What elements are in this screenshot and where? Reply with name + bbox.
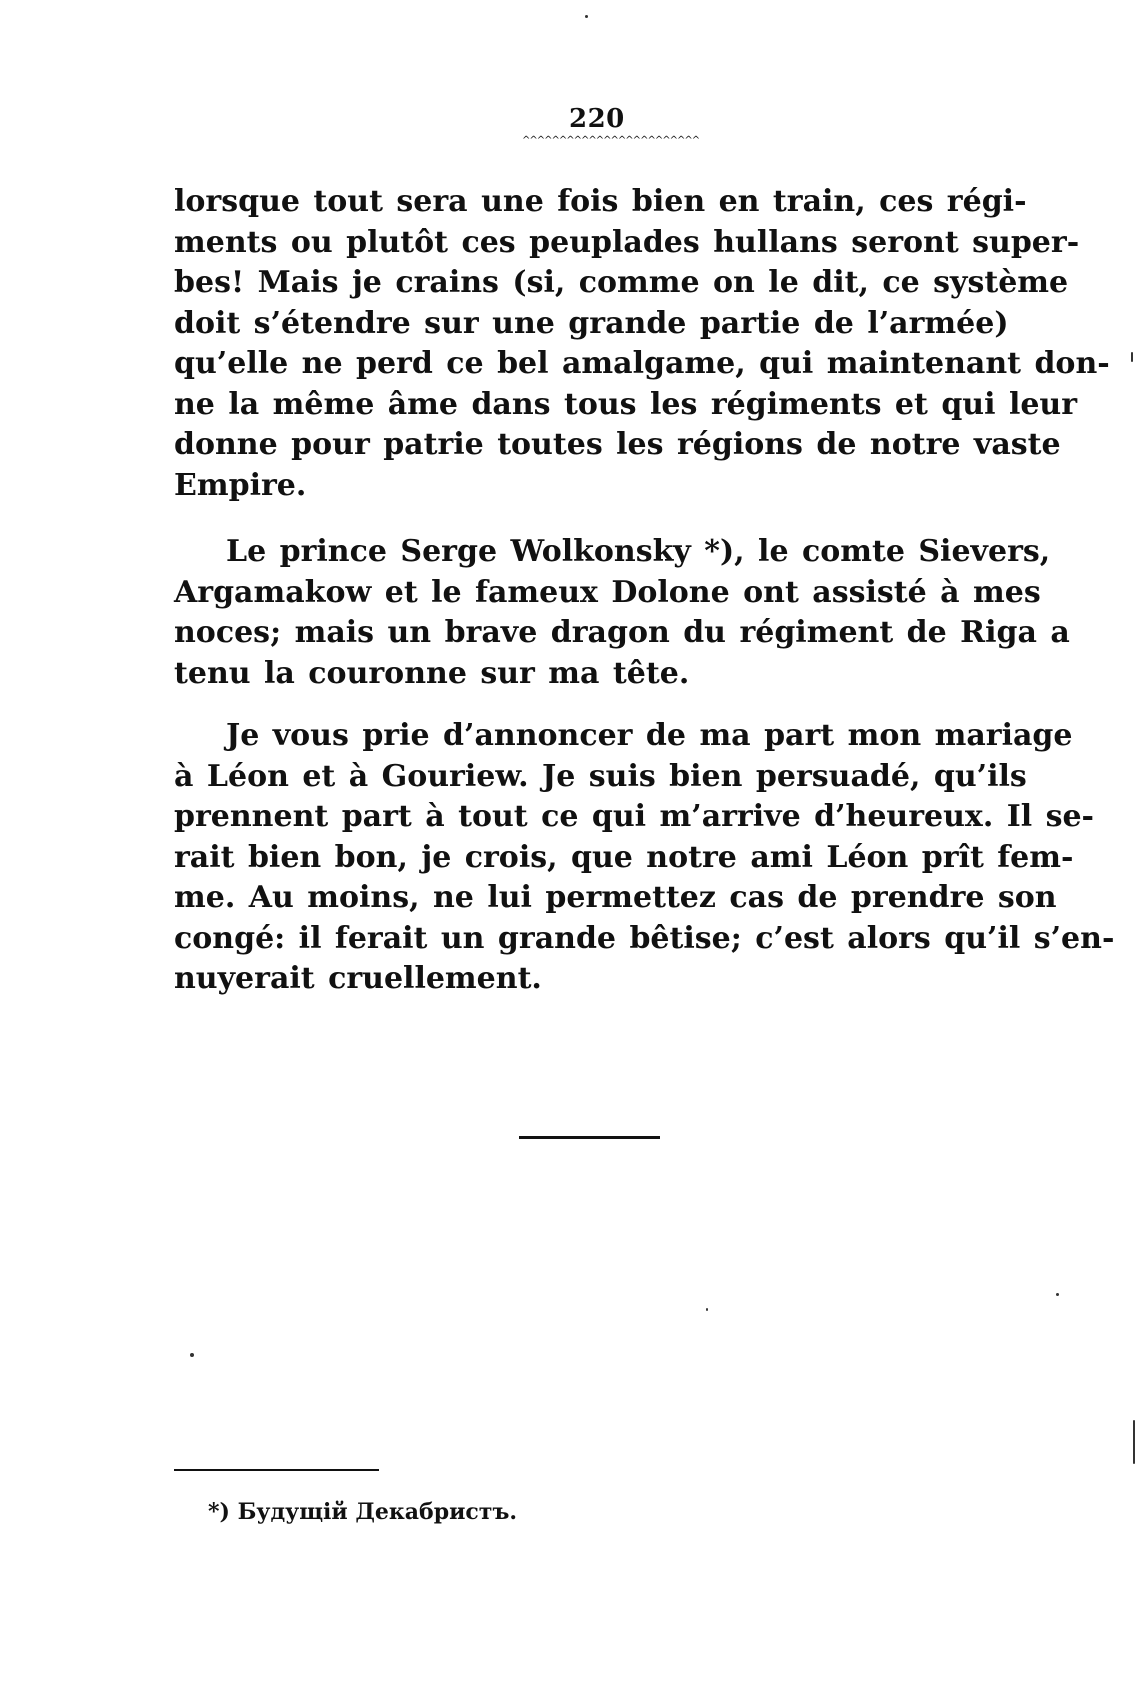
paragraph-line: nuyerait cruellement. xyxy=(174,961,542,996)
paragraph-line: Le prince Serge Wolkonsky *), le comte Sievers, xyxy=(226,534,1051,569)
scan-speck xyxy=(706,1308,708,1311)
paragraph-line: à Léon et à Gouriew. Je suis bien persuadé, qu’ils xyxy=(174,758,1027,794)
paragraph-line: doit s’étendre sur une grande partie de l’armée) xyxy=(174,305,1009,341)
paragraph-line: tenu la couronne sur ma tête. xyxy=(174,655,690,691)
paragraph-line: qu’elle ne perd ce bel amalgame, qui maintenant don- xyxy=(174,346,1110,381)
paragraph-line: ne la même âme dans tous les régiments et qui leur xyxy=(174,386,1078,422)
scan-mark xyxy=(1133,1420,1135,1464)
page-number-ornament: ^^^^^^^^^^^^^^^^^^^^^^^^ xyxy=(522,135,700,146)
paragraph-line: noces; mais un brave dragon du régiment de Riga a xyxy=(174,615,1070,650)
section-divider xyxy=(519,1136,660,1139)
scan-speck xyxy=(190,1353,194,1357)
paragraph-line: Je vous prie d’annoncer de ma part mon mariage xyxy=(226,718,1073,753)
paragraph-line: Argamakow et le fameux Dolone ont assisté à mes xyxy=(174,574,1041,610)
paragraph-2 xyxy=(174,532,1070,694)
paragraph-line: congé: il ferait un grande bêtise; c’est alors qu’il s’en- xyxy=(174,920,1115,956)
footnote: *) Будущій Декабристъ. xyxy=(208,1499,517,1525)
paragraph-line: Empire. xyxy=(174,467,307,503)
paragraph-line: lorsque tout sera une fois bien en train, ces régi- xyxy=(174,184,1027,219)
paragraph-line: donne pour patrie toutes les régions de notre vaste xyxy=(174,427,1061,462)
scan-speck xyxy=(1056,1293,1059,1296)
footnote-divider xyxy=(174,1469,379,1471)
scan-mark xyxy=(1131,352,1133,362)
paragraph-line: me. Au moins, ne lui permettez cas de prendre son xyxy=(174,880,1057,915)
scan-speck xyxy=(585,15,588,18)
page-number: 220 xyxy=(569,104,625,134)
paragraph-line: rait bien bon, je crois, que notre ami Léon prît fem- xyxy=(174,839,1074,875)
paragraph-1 xyxy=(174,182,1110,506)
paragraph-3 xyxy=(174,716,1115,1000)
paragraph-line: bes! Mais je crains (si, comme on le dit, ce système xyxy=(174,265,1069,300)
paragraph-line: ments ou plutôt ces peuplades hullans seront super- xyxy=(174,224,1080,260)
paragraph-line: prennent part à tout ce qui m’arrive d’heureux. Il se- xyxy=(174,799,1095,834)
